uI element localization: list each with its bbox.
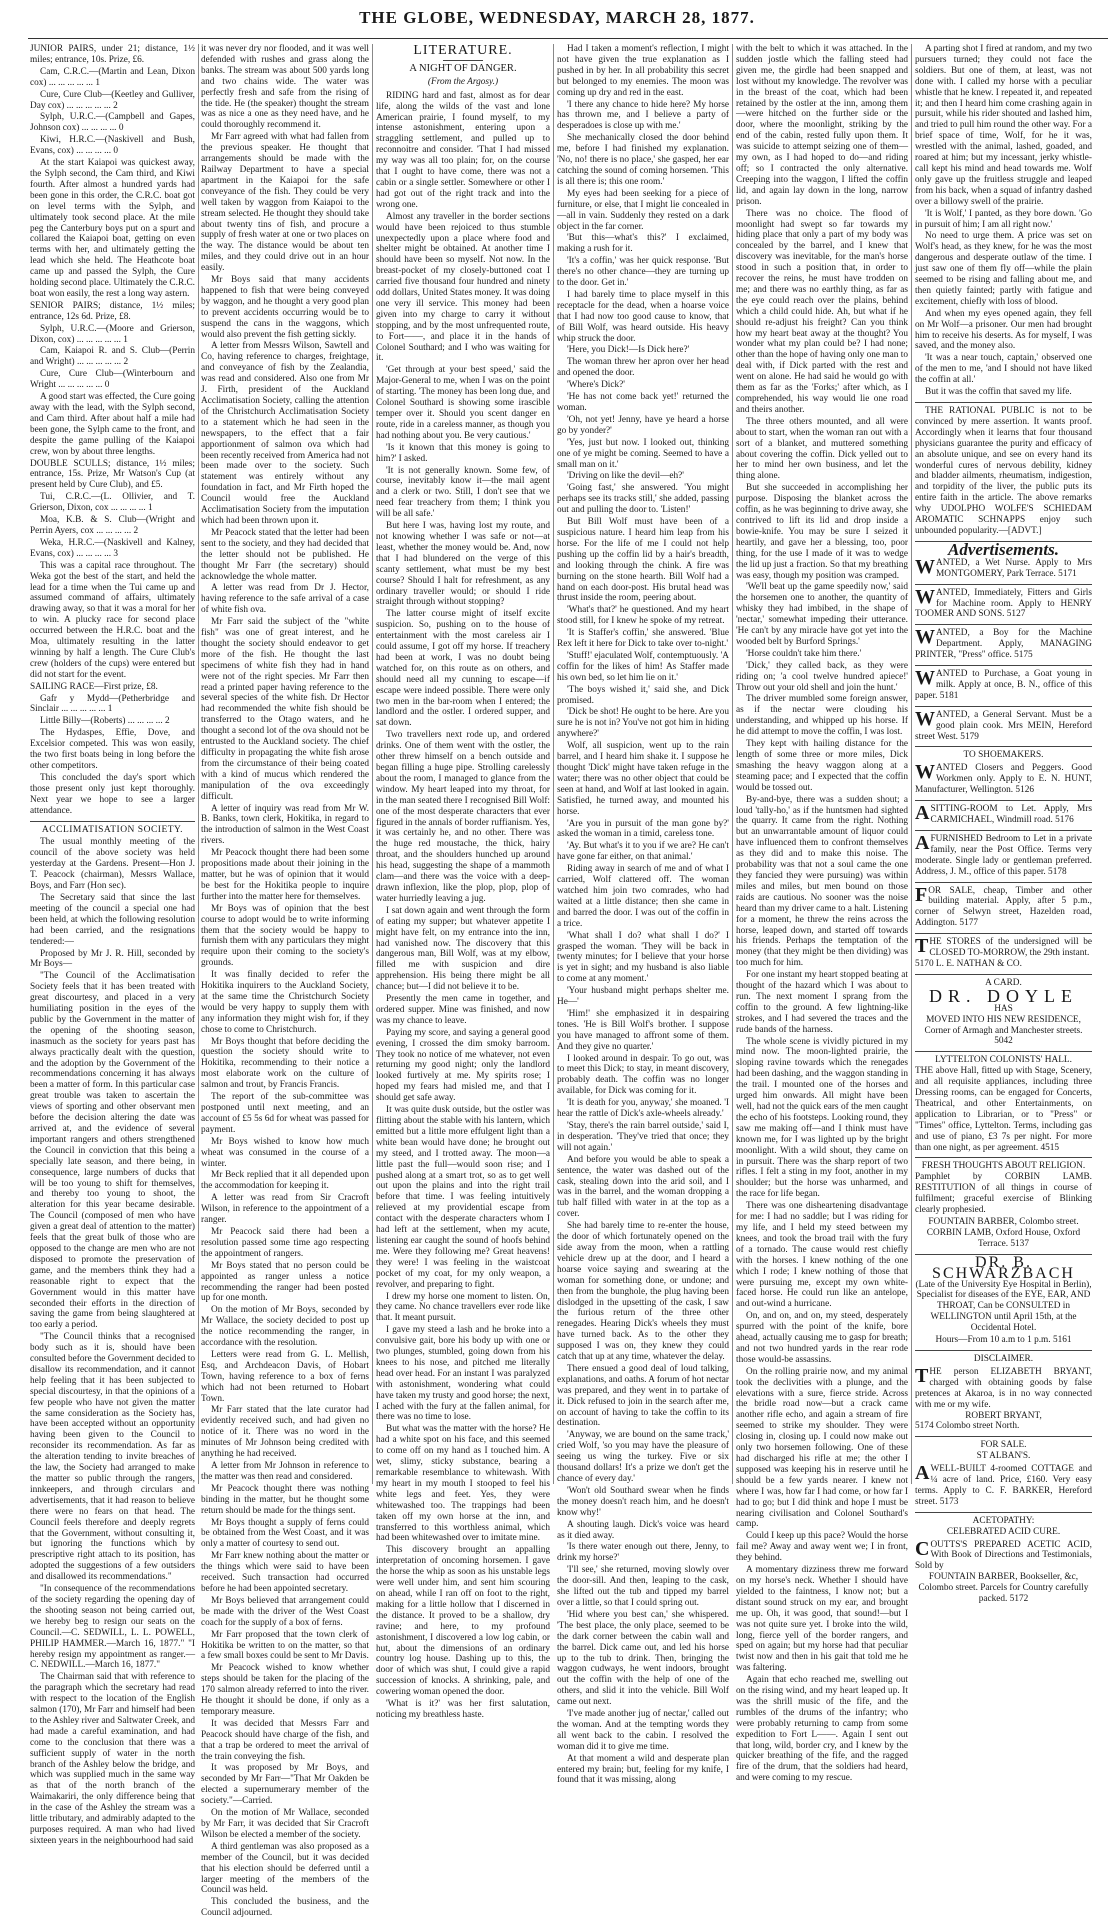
drop-cap: W xyxy=(915,585,935,608)
paragraph: By-and-bye, there was a sudden shout; a loud 'tally-ho,' as if the huntsmen had sighted the quarry. It came from the right. Nothing but an unwarrantable amount of liquor could have influenced them to confront themselves as they did and to make this noise. The probability was that not a soul came the one they fancied they were pursuing) was within miles and miles, but men bound on those raids are cautious. No sooner was the noise heard than my driver came to a halt. Listening for a moment, he threw the reins across the horse, leaped down, and started off towards his friends. Perhaps the temptation of the money (that they might be then dividing) was too much for him. xyxy=(736,794,908,969)
drop-cap: F xyxy=(915,883,928,906)
ad-signature: FOUNTAIN BARBER, Bookseller, &c, Colombo street. Parcels for Country carefully packed. 5172 xyxy=(918,1572,1089,1605)
paragraph: A third gentleman was also proposed as a member of the Council, but it was decided that his election should be deferred until a larger meeting of the members of the Council was held. xyxy=(201,1841,369,1896)
race-result: Gafr y Mydd—(Petherbridge and Sinclair ... ... ... ... ... 1 xyxy=(30,693,195,715)
ad-rule xyxy=(915,665,1092,666)
drop-cap: W xyxy=(915,707,935,730)
paragraph: There ensued a good deal of loud talking, explanations, and oaths. A forum of hot nectar was prepared, and they went in to partake of it. Dick refused to join in the search after me, on account of having to take the coffin to its destination. xyxy=(557,1363,729,1429)
ad-text: MOVED INTO HIS NEW RESIDENCE, Corner of Armagh and Manchester streets. 5042 xyxy=(924,1014,1083,1047)
paragraph: Mr Peacock said there had been a resolution passed some time ago respecting the appointment of rangers. xyxy=(201,1226,369,1259)
paragraph: 'Oh, not yet! Jenny, have ye heard a horse go by yonder?' xyxy=(557,414,729,436)
paragraph: 'Stuff!' ejaculated Wolf, contemptuously. 'A coffin for the likes of him! As Staffer made his own bed, so let him lie on it.' xyxy=(557,650,729,683)
paragraph: Could I keep up this pace? Would the horse fail me? Away and away went we; I in front, they behind. xyxy=(736,1531,908,1564)
column-4 xyxy=(557,44,729,1786)
race-result: Little Billy—(Roberts) ... ... ... ... 2 xyxy=(40,716,170,727)
paragraph: 'Going fast,' she answered. 'You might perhaps see its tracks still,' she added, passing out and pulling the door to. 'Listen!' xyxy=(557,483,729,516)
paragraph: Had I taken a moment's reflection, I might not have given the true explanation as I pushed in by her. In all probability this secret but belonged to my enemies. The moon was coming up dry and red in the east. xyxy=(557,44,729,98)
paragraph: Mr Boys thought a supply of ferns could be obtained from the West Coast, and it was only a matter of courtesy to send out. xyxy=(201,1517,369,1550)
paragraph: Mr Farr agreed with what had fallen from the previous speaker. He thought that arrangements should be made with the Railway Department to have a special apartment in the Kaiapoi for the safe conveyance of the fish. They could be very well taken by waggon from Kaiapoi to the stream selected. He thought they should take about twenty tins of fish, and procure a supply of fresh water at one or two places on the way. The distance would be about ten miles, and they could drive out in an hour easily. xyxy=(201,132,369,274)
paragraph: There was one disheartening disadvantage for me: I had no saddle; but I was riding for my life, and I held my steed between my knees, and took the broad trail with the fury of a tornado. The cause would rest chiefly with the horses. I knew nothing of the one which I rode; I knew nothing of those that were pursuing me, except my own white-faced horse. He could run like an antelope, and out-wind a hurricane. xyxy=(736,1201,908,1310)
title-rule xyxy=(443,60,483,61)
ad-text: OR SALE, cheap, Timber and other building material. Apply, after 5 p.m., corner of Selwyn street, Hazelden road, Addington. 5177 xyxy=(915,885,1092,929)
paragraph: The latter course might of itself excite suspicion. So, pushing on to the house of entertainment with the most careless air I could assume, I got off my horse. If treachery had been at work, I was no doubt being watched for, on this route as on others, and should need all my cunning to escape—if escape were indeed possible. There were only two men in the bar-room when I entered; the landlord and the ostler. I ordered supper, and sat down. xyxy=(376,609,550,729)
ad-text: ANTED to Purchase, a Goat young in milk. Apply at once, B. N., office of this paper. 5181 xyxy=(915,669,1092,701)
ad-heading: ST ALBAN'S. xyxy=(976,1451,1031,1462)
paragraph: The whole scene is vividly pictured in my mind now. The moon-lighted prairie, the sloping ravine towards which the renegades had been dashing, and the waggon standing in the trail. I mounted one of the horses and urged him onwards. All might have been well, had not the quick ears of the men caught the echo of his footsteps. Looking round, they saw me making off—and I think must have known me, for I was lighted up by the bright moonlight. With a wild shout, they came on in pursuit. There was the sharp report of two rifles. I felt a sting in my foot, another in my shoulder; but the horse was unharmed, and the race for life began. xyxy=(736,1036,908,1200)
ad-rule xyxy=(915,830,1092,831)
paragraph: 'Hid where you best can,' she whispered. 'The best place, the only place, seemed to be the dark corner between the cabin wall and the barrel. Dick came out, and led his horse up to the tub to drink. Then, bringing the waggon cudways, he went indoors, brought out the coffin with the help of one of the others, and slid it into the vehicle. Bill Wolf came out next. xyxy=(557,1609,729,1708)
classified-ad xyxy=(915,1364,1092,1432)
paragraph: My eyes had been seeking for a piece of furniture, or else, that I might lie concealed in—all in vain. Suddenly they rested on a dark object in the far corner. xyxy=(557,188,729,232)
ad-text: Pamphlet by CORBIN LAMB. RESTITUTION of all things in course of fulfilment; graceful exercise of Blinking clearly prophesied. xyxy=(915,1172,1092,1216)
paragraph: I gave my steed a lash and he broke into a convulsive gait, bore his body up with one or two plunges, stumbled, going down from his knees to his nose, and pitched me literally head over head. For an instant I was paralyzed with astonishment, wondering what could have taken my trusty and good horse; the next, I ached with the fury at the fallen animal, for there was no time to lose. xyxy=(376,1325,550,1423)
paragraph: It was quite dusk outside, but the ostler was flitting about the stable with his lantern, which emitted but a little more effulgent light than a white bean would have done; he brought out my steed, and I trotted away. The moon—a little past the full—would soon rise; and I pushed along at a smart trot, so as to get well out upon the plains and into the right trail before that time. I was feeling intuitively relieved at my providential escape from contact with the desperate characters whom I had left at the settlement, when my acute, listening ear caught the sound of hoofs behind me. Were they following me? Great heavens! they were! I was feeling in the waistcoat pocket of my coat, for my only weapon, a revolver, and preparing to fight. xyxy=(376,1105,550,1290)
paragraph: On the motion of Mr Wallace, seconded by Mr Farr, it was decided that Sir Cracroft Wilson be elected a member of the society. xyxy=(201,1808,369,1840)
paragraph: 'It was a near touch, captain,' observed one of the men to me, 'and I should not have liked the coffin at all.' xyxy=(915,353,1092,386)
paragraph: 'Get through at your best speed,' said the Major-General to me, when I was on the point of starting. 'The money has been long due, and Colonel Southard is showing some irascible temper over it. Should you scent danger en route, ride in a careless manner, as though you had nothing about you. Be very cautious.' xyxy=(376,365,550,441)
paragraph: 'What shall I do? what shall I do?' I grasped the woman. 'They will be back in twenty minutes; for I believe that your horse is yet in sight; and my husband is also liable to come at any moment.' xyxy=(557,930,729,985)
paragraph: The Hydaspes, Effie, Dove, and Excelsior competed. This was won easily, the two first boats being in long before the other competitors. xyxy=(30,728,195,771)
paragraph: There was no choice. The flood of moonlight had swept so far towards my hiding place that only a part of my body was concealed by the barrel, and I knew that discovery was inevitable, for the man's horse stood in such a position that, in order to recover the reins, he must have trodden on me; and there was no earthly thing, as far as the eye could reach over the plains, behind which a child could hide. Ah, but what if he should re-adjust his freight? Can you think how my heart beat away at the thought? You wonder what my plan could be? I had none; other than the hope of having only one man to deal with, if Dick parted with the rest and went on alone. He had said he would go with them as far as the 'Forks;' after which, as I comprehended, his way would lie one road and theirs another. xyxy=(736,208,908,415)
ad-rule xyxy=(915,584,1092,585)
ad-signature: 5170 L. E. NATHAN & CO. xyxy=(915,958,1022,969)
paragraph: A letter was read from Dr J. Hector, having reference to the safe arrival of a case of white fish ova. xyxy=(201,583,369,616)
column-divider xyxy=(553,44,554,1484)
ad-heading: DISCLAIMER. xyxy=(973,1353,1034,1364)
paragraph: Letters were read from G. L. Mellish, Esq, and Archdeacon Davis, of Hobart Town, having reference to a box of ferns which had not been returned to Hobart Town. xyxy=(201,1349,369,1404)
drop-cap: C xyxy=(915,1537,930,1560)
paragraph: Again that echo reached me, swelling out on the rising wind, and my heart leaped up. It was the shrill music of the fife, and the rumbles of the drums of the infantry; who were probably returning to camp from some expedition to Fort L——. Again I sent out that long, wild, border cry, and I knew by the quicker breathing of the fife, and the ragged fire of the drum, that the soldiers had heard, and were coming to my rescue. xyxy=(736,1675,908,1784)
paragraph: "The Council thinks that a recognised body such as it is, should have been consulted before the Government decided to disallow its recommendation, and it cannot help feeling that it has been subjected to special discourtesy, in that the opinions of a few people who have not given the matter the same consideration as the Society has, have been accepted without an opportunity having been given to the Council to reconsider its recommendation. As far as the alteration tending to invite breaches of the law, the Society had arranged to make the matter so public through the rangers, innkeepers, and through circulars and advertisements, that it had reason to believe there were no fears on that head. The Council feels therefore and deeply regrets that the Government, without consulting it, but ignoring the functions which by prescriptive right attach to its position, has adopted the suggestions of a few outsiders and disallowed its recommendations." xyxy=(30,1332,195,1583)
paragraph: Mr Farr proposed that the town clerk of Hokitika be written to on the matter, so that a few small boxes could be sent to Mr Davis. xyxy=(201,1629,369,1662)
drop-cap: W xyxy=(915,626,935,649)
column-divider xyxy=(732,44,733,1484)
paragraph: 'Dick,' they called back, as they were riding on; 'a cool twelve hundred apiece!' Throw out your old shell and join the hunt.' xyxy=(736,660,908,693)
ad-heading: ACETOPATHY: xyxy=(972,1515,1035,1526)
paragraph: This was a capital race throughout. The Weka got the best of the start, and held the lead for a time when the Tui came up and assumed command of affairs, ultimately drawing away, so that it was a moral for her to win. A plucky race for second place occurred between the H.R.C. boat and the Moa, ultimately resulting in the latter winning by half a length. The Cure Club's crew (holders of the cups) were entered but did not start for the event. xyxy=(30,560,195,680)
paragraph: A letter from Messrs Wilson, Sawtell and Co, having reference to charges, freightage, and conveyance of fish by the Zealandia, was read and considered. Also one from Mr J. Firth, president of the Auckland Acclimatisation Society, calling the attention of the Christchurch Acclimatisation Society to a statement which he had seen in the newspapers, to the effect that a fair apportionment of salmon ova which had been recently received from America had not been made over to the society. Such statement was entirely without any foundation in fact, and Mr Firth hoped the Council would free the Auckland Acclimatisation Society from the imputation which had been thrown upon it. xyxy=(201,341,369,526)
paragraph: Paying my score, and saying a general good evening, I crossed the dim smoky barroom. They took no notice of me whatever, not even returning my good night; only the landlord looked furtively at me. My spirits rose; I hoped my fears had misled me, and that I should get safe away. xyxy=(376,1027,550,1104)
paragraph: 'Is there water enough out there, Jenny, to drink my horse?' xyxy=(557,1542,729,1564)
classified-ad xyxy=(915,937,1092,970)
ad-heading: A CARD. xyxy=(985,977,1022,988)
paragraph: Mr Boys stated that no person could be appointed as ranger unless a notice recommending the ranger had been posted up for one month. xyxy=(201,1260,369,1304)
paragraph: Proposed by Mr J. R. Hill, seconded by Mr Boys— xyxy=(30,948,195,970)
paragraph: 'Won't old Southard swear when he finds the money doesn't reach him, and he doesn't know why!' xyxy=(557,1485,729,1518)
paragraph: She mechanically closed the door behind me, before I had finished my explanation. 'No, no! there is no place,' she gasped, her ear catching the sound of coming horsemen. 'This is all there is; this one room.' xyxy=(557,133,729,187)
section-rule xyxy=(915,402,1092,403)
paragraph: A parting shot I fired at random, and my two pursuers turned; they could not face the soldiers. But one of them, at least, was not done with. I called my horse with a peculiar whistle that he knew. I repeated it, and repeated it; and then I heard him come crashing again in pursuit, while his rider shouted and lashed him, and tried to pull him round the other way. For a brief space of time, Wolf, for he it was, wrestled with the animal, lashed, goaded, and roared at him; but my incessant, jerky whistle-call kept his mind and head towards me. Wolf only gave up the fruitless struggle and leaped from his back, when a squad of infantry dashed over a billowy swell of the prairie. xyxy=(915,44,1092,207)
paragraph: 'Is it known that this money is going to him?' I asked. xyxy=(376,442,550,464)
paragraph: At the start Kaiapoi was quickest away, the Sylph second, the Cam third, and Kiwi fourth. After almost a hundred yards had been gone in this order, the C.R.C. boat got on level terms with the Sylph, and ultimately took second place. At the mile peg the Canterbury boys put on a spurt and collared the Kaiapoi boat, getting on even terms with her, and ultimately getting the lead which she held. The Heathcote boat came up and passed the Sylph, the Cure holding second place. Ultimately the C.R.C. boat won easily, the rest a long way astern. xyxy=(30,158,195,299)
ad-text: ANTED, Immediately, Fitters and Girls for Machine room. Apply to HENRY TOOMER AND SONS. 5127 xyxy=(915,587,1092,620)
section-heading: ACCLIMATISATION SOCIETY. xyxy=(41,824,184,835)
ad-rule xyxy=(915,1350,1092,1351)
paragraph: 'What's that?' he questioned. And my heart stood still, for I knew he spoke of my retreat. xyxy=(557,605,729,627)
paragraph: It was finally decided to refer the Hokitika inquirers to the Auckland Society, at the same time the Christchurch Society would be very happy to supply them with any information they might wish for, if they chose to come to Christchurch. xyxy=(201,970,369,1035)
paragraph: But she succeeded in accomplishing her purpose. Disposing the blanket across the coffin, as he was beginning to drive away, she contrived to lift its lid and drop inside a bowie-knife. You may be sure I seized it heartily, and gave her a blessing, too, poor thing, for the use I made of it was to wedge the lid up just a fraction. So that my breathing was easy, though my position was cramped. xyxy=(736,483,908,581)
classified-ad xyxy=(915,883,1092,930)
ad-rule xyxy=(915,1512,1092,1513)
paragraph: 'Are you in pursuit of the man gone by?' asked the woman in a timid, careless tone. xyxy=(557,818,729,840)
paragraph: No need to urge them. A price was set on Wolf's head, as they knew, for he was the most dangerous and desperate outlaw of the time. I just saw one of them fly off—while the plain seemed to be rising and falling about me, and then quietly fainted; partly with fatigue and excitement, chiefly with loss of blood. xyxy=(915,231,1092,307)
classified-ad xyxy=(915,831,1092,878)
paragraph: But here I was, having lost my route, and not knowing whether I was safe or not—at least, whether the money would be. And, now that I had blundered on the verge of this scanty settlement, what must be my best course? Should I halt for refreshment, as any ordinary traveller would; or should I ride straight through without stopping? xyxy=(376,521,550,608)
paragraph: They kept with hailing distance for the length of some three or more miles, Dick smashing the heavy waggon along at a steaming pace; and I expected that the coffin would be tossed out. xyxy=(736,739,908,793)
ad-text: (Late of the University Eye Hospital in Berlin), Specialist for diseases of the EYE, EAR, AND THROAT, Can be CONSULTED in WELLINGTON until April 15th, at the Occidental Hotel. xyxy=(915,1279,1092,1334)
story-source: (From the Argosy.) xyxy=(427,76,499,87)
paragraph: it was never dry nor flooded, and it was well defended with rushes and grass along the banks. The stream was about 500 yards long and two chains wide. The water was perfectly fresh and safe from the rising of the tide. He (the speaker) thought the stream was as nice a one as they need have, and he could thoroughly recommend it. xyxy=(201,44,369,131)
drop-cap: W xyxy=(915,555,935,578)
paragraph: with the belt to which it was attached. In the sudden jostle which the falling steed had given me, the girdle had been snapped and lost without my knowledge. The revolver was in the breast of the coat, which had been retained by the ostler at the inn, among them—were hitched on the further side or the door, where the moonlight, striking by the end of the cabin, rested fully upon them. It was suicide to attempt seizing one of them—my own, as I had hoped to do—and riding off; so I contracted the only alternative. Creeping into the waggon, I lifted the coffin lid, and again lay down in the long, narrow prison. xyxy=(736,44,908,207)
paragraph: Wolf, all suspicion, went up to the rain barrel, and I heard him shake it. I suppose he thought 'Dick' might have taken refuge in the water; there was no other object that could be seen at hand, and Wolf at last looked in again. Satisfied, he turned away, and mounted his horse. xyxy=(557,741,729,817)
paragraph: Presently the men came in together, and ordered supper. Mine was finished, and now was my chance to leave. xyxy=(376,994,550,1026)
paragraph: At that moment a wild and desperate plan entered my brain; but, feeling for my knife, I found that it was missing, along xyxy=(557,1753,729,1786)
ad-rule xyxy=(915,1051,1092,1052)
classified-ad xyxy=(915,763,1092,796)
ad-text: ANTED, a Boy for the Machine Department. Apply, MANAGING PRINTER, "Press" office. 5175 xyxy=(915,628,1092,661)
paragraph: 'Horse couldn't take him there.' xyxy=(746,648,862,659)
paragraph: Mr Peacock wished to know whether steps should be taken for the placing of the 170 salmon already referred to into the river. He thought it should be done, if only as a temporary measure. xyxy=(201,1663,369,1717)
paragraph: The usual monthly meeting of the council of the above society was held yesterday at the Gardens. Present—Hon J. T. Peacock (chairman), Messrs Wallace, Boys, and Farr (Hon sec). xyxy=(30,837,195,892)
race-result: Sylph, U.R.C.—(Campbell and Gapes, Johnson cox) ... ... ... ... 0 xyxy=(30,112,195,134)
ad-text: CORBIN LAMB, Oxford House, Oxford Terrace. 5137 xyxy=(926,1227,1081,1249)
ad-text: OUTTS'S PREPARED ACETIC ACID, With Book of Directions and Testimonials, Sold by xyxy=(915,1539,1092,1572)
column-1 xyxy=(30,44,195,1846)
story-title: A NIGHT OF DANGER. xyxy=(409,62,517,74)
paragraph: Mr Farr knew nothing about the matter or the things which were said to have been received. Such transaction had occurred before he had been appointed secretary. xyxy=(201,1551,369,1594)
column-6 xyxy=(915,44,1092,1605)
race-result: Cure, Cure Club—(Keetley and Gulliver, Day cox) ... ... ... ... ... 2 xyxy=(30,89,195,111)
ad-text: THE above Hall, fitted up with Stage, Scenery, and all requisite appliances, including three Dressing rooms, can be engaged for Concerts, Theatrical, and other Entertainments, on application to Librarian, or to "Press" or "Times" office, Lyttelton. Terms, including gas and use of piano, £3 7s per night. For more than one night, as per agreement. 4515 xyxy=(915,1066,1092,1153)
ad-heading: TO SHOEMAKERS. xyxy=(963,750,1044,761)
race-result: Sylph, U.R.C.—(Moore and Grierson, Dixon, cox) ... ... ... ... ... 1 xyxy=(30,323,195,345)
paragraph: Mr Boys believed that arrangement could be made with the driver of the West Coast coach for the supply of a box of ferns. xyxy=(201,1595,369,1628)
paragraph: On the rolling prairie now, and my animal took the declivities with a plunge, and the elevations with a sure, fierce stride. Across the bridle road now—but a crack came another rifle echo, and again a stream of fire seemed to strike my shoulder. They were closing in, closing up. I could now make out only two horsemen following. One of these had discharged his rifle at me; the other I supposed was keeping his in reserve until he should be a few yards nearer. I knew not where I was, how far I had come, or how far I had to go; but I did think and hope I must be nearing civilisation and Colonel Southard's camp. xyxy=(736,1366,908,1530)
drop-cap: W xyxy=(915,761,935,784)
paragraph: Mr Farr stated that the late curator had evidently received such, and had given no notice of it. There was no word in the minutes of Mr Johnson being credited with anything he had received. xyxy=(201,1405,369,1460)
paragraph: 'I there any chance to hide here? My horse has thrown me, and I believe a party of desperadoes is close up with me.' xyxy=(557,99,729,132)
paragraph: 'It is death for you, anyway,' she moaned. 'I hear the rattle of Dick's axle-wheels already.' xyxy=(557,1098,729,1120)
paragraph: And before you would be able to speak a sentence, the water was dashed out of the cask, stealing down into the arid soil, and I was in the barrel, and the woman dropping a tub half filled with water in at the top as a cover. xyxy=(557,1154,729,1220)
paragraph: 'We'll beat up the game speedily now,' said the horsemen one to another, the quantity of whisky they had imbibed, in the shape of 'nectar,' somewhat impeding their utterance. 'He can't by any miracle have got yet into the wooded belt by Burford Springs.' xyxy=(736,582,908,647)
masthead-rule xyxy=(28,38,1108,39)
drop-cap: A xyxy=(915,802,930,825)
paragraph: This concluded the business, and the Council adjourned. xyxy=(201,1897,369,1919)
section-rule xyxy=(30,821,195,822)
ad-display-name: DR. B. SCHWARZBACH xyxy=(932,1253,1075,1282)
ad-text: Hours—From 10 a.m to 1 p.m. 5161 xyxy=(935,1335,1072,1346)
paragraph: But Bill Wolf must have been of a suspicious nature. I heard him leap from his horse. For the life of me I could not help pushing up the coffin lid by a hair's breadth, and looking through the chink. A fire was burning on the stone hearth. Bill Wolf had a hand on each door-post. His brutal head was thrust inside the room, peering about. xyxy=(557,517,729,604)
paragraph: 'Dick be shot! He ought to be here. Are you sure he is not in? You've not got him in hiding anywhere?' xyxy=(557,707,729,740)
ad-heading: FRESH THOUGHTS ABOUT RELIGION. xyxy=(921,1161,1086,1172)
classified-ad xyxy=(915,585,1092,621)
ad-signature: 5174 Colombo street North. xyxy=(915,1421,1020,1432)
paragraph: The Chairman said that with reference to the paragraph which the secretary had read with respect to the location of the English salmon (170), Mr Farr and himself had been to the Ashley river and Saltwater Creek, and had made a careful examination, and had come to the conclusion that there was a sufficient supply of water in the north branch of the Ashley below the bridge, and which was supplied much in the same way as that of the north branch of the Waimakariri, the only difference being that in the case of the Ashley the stream was a little tributary, and admirably adapted to the purposes required. A man who had lived sixteen years in the neighbourhood had said xyxy=(30,1672,195,1846)
paragraph: 'Anyway, we are bound on the same track,' cried Wolf, 'so you may have the pleasure of seeing us wing the turkey. Five or six thousand dollars! It's a prize we don't get the chance of every day.' xyxy=(557,1430,729,1484)
paragraph: 'I've made another jug of nectar,' called out the woman. And at the tempting words they all went back to the cabin. I resolved the woman did it to give me time. xyxy=(557,1709,729,1752)
column-2 xyxy=(201,44,369,1919)
paragraph: And when my eyes opened again, they fell on Mr Wolf—a prisoner. Our men had brought him to receive his deserts. As for myself, I was saved, and the money also. xyxy=(915,308,1092,352)
paragraph: 'Where's Dick?' xyxy=(567,380,625,391)
paragraph: 'It is Wolf,' I panted, as they bore down. 'Go in pursuit of him; I am all right now.' xyxy=(915,208,1092,230)
paragraph: I had barely time to place myself in this receptacle for the dead, when a hoarse voice that I had now too good cause to know, that of Bill Wolf, was heard outside. His heavy whip struck the door. xyxy=(557,289,729,344)
race-heading: JUNIOR PAIRS, under 21; distance, 1½ miles; entrance, 10s. Prize, £6. xyxy=(30,44,195,65)
classified-ad xyxy=(915,1537,1092,1605)
ad-text: HE STORES of the undersigned will be CLOSED TO-MORROW, the 29th instant. xyxy=(929,937,1092,959)
paragraph: I drew my horse one moment to listen. On, they came. No chance travellers ever rode like that. It meant pursuit. xyxy=(376,1291,550,1324)
paragraph: The driver mumbled some foreign answer, as if the nectar were clouding his understanding, and whipped up his horse. If he did attempt to move the coffin, I was lost. xyxy=(736,694,908,738)
paragraph: On, and on, and on, my steed, desperately spurred with the point of the knife, bore ahead, actually causing me to gasp for breath; and not two hundred yards in the rear rode those would-be assassins. xyxy=(736,1311,908,1365)
paragraph: Mr Boys said that many accidents happened to fish that were being conveyed by waggon, and he thought a very good plan to prevent accidents occurring would be to suspend the cans in the waggons, which would also prevent the fish getting sickly. xyxy=(201,275,369,340)
classified-ad xyxy=(915,707,1092,743)
paragraph: 'It is not generally known. Some few, of course, inevitably know it—the mail agent and a clerk or two. Still, I don't see that we need fear treachery from them; I think you will be all safe.' xyxy=(376,465,550,520)
paragraph: Mr Beck replied that it all depended upon the accommodation for keeping it. xyxy=(201,1170,369,1192)
paragraph: This concluded the day's sport which those present only just kept thoroughly. Next year we hope to see a larger attendance. xyxy=(30,772,195,816)
paragraph: She had barely time to re-enter the house, the door of which fortunately opened on the side away from the moon, when a rattling vehicle drew up at the door, and I heard a hoarse voice saying and swearing at the woman for something done, or undone; and then from the bunghole, the plug having been dislodged in the upsetting of the cask, I saw the furious return of the three other renegades. Hearing Dick's wheels they must have turned back. As to the other they supposed I was on, they knew they could catch that up at any time, whatever the delay. xyxy=(557,1221,729,1363)
drop-cap: A xyxy=(915,831,930,854)
newspaper-title: THE GLOBE, WEDNESDAY, MARCH 28, 1877. xyxy=(359,8,755,27)
race-result: Cam, C.R.C.—(Martin and Lean, Dixon cox) ... ... ... ... ... 1 xyxy=(30,66,195,88)
race-result: Kiwi, H.R.C.—(Naskivell and Bush, Evans, cox) ... ... ... ... 0 xyxy=(30,135,195,157)
column-3 xyxy=(376,43,550,1720)
ad-rule xyxy=(915,624,1092,625)
paragraph: 'Ay. But what's it to you if we are? He can't have gone far either, on that animal.' xyxy=(557,841,729,863)
paragraph: 'Here, you Dick!—Is Dick here?' xyxy=(567,345,690,356)
classified-ad xyxy=(915,804,1092,826)
drop-cap: T xyxy=(915,935,929,958)
paragraph: 'Driving on like the devil—eh?' xyxy=(567,471,684,482)
ad-heading: LYTTELTON COLONISTS' HALL. xyxy=(935,1055,1072,1066)
paragraph: Mr Peacock stated that the letter had been sent to the society, and they had decided that the letter should not be published. He thought Mr Farr (the secretary) should acknowledge the whole matter. xyxy=(201,527,369,582)
paragraph: 'The boys wished it,' said she, and Dick promised. xyxy=(557,684,729,706)
ad-text: HAS xyxy=(994,1003,1013,1014)
paragraph: For one instant my heart stopped beating at thought of the hazard which I was about to run. The next moment I sprang from the coffin to the ground. A few lightning-like strokes, and I had severed the traces and the rude bands of the harness. xyxy=(736,970,908,1035)
paragraph: Mr Peacock thought there was nothing binding in the matter, but he thought some return should be made for the things sent. xyxy=(201,1483,369,1516)
drop-cap: T xyxy=(915,1364,929,1387)
paragraph: This discovery brought an appalling interpretation of oncoming horsemen. I gave the horse the whip as soon as his unstable legs were well under him, and sent him scouring on ahead, while I ran off on foot to the right, making for a little hollow that I discerned in the distance. It proved to be a shallow, dry ravine; and here, to my profound astonishment, I discovered a low log cabin, or hut, about the dimensions of an ordinary country log house. Dashing up to this, the door of which was shut, I could give a rapid succession of knocks. A shrinking, pale, and cowering woman opened the door. xyxy=(376,1545,550,1698)
paragraph: A momentary dizziness threw me forward on my horse's neck. Whether I should have yielded to the faintness, I know not; but a distant sound struck on my ear, and brought me up. Oh, it was good, that sound!—but I was not quite sure yet. I broke into the wild, long, fierce yell of the border rangers, and sped on again; but my horse had that peculiar twist now and then in his gait that told me he was faltering. xyxy=(736,1565,908,1674)
race-heading: SAILING RACE—First prize, £8. xyxy=(30,681,158,692)
ad-heading: CELEBRATED ACID CURE. xyxy=(946,1526,1061,1537)
race-heading: SENIOR PAIRS; distance, 1½ miles; entrance, 12s 6d. Prize, £8. xyxy=(30,300,195,322)
paragraph: 'Him!' she emphasized it in despairing tones. 'He is Bill Wolf's brother. I suppose you have managed to affront some of them. And they give no quarter.' xyxy=(557,1008,729,1052)
paragraph: The woman threw her apron over her head and opened the door. xyxy=(557,357,729,379)
paragraph: The report of the sub-committee was postponed until next meeting, and an account of £5 5s 6d for wheat was passed for payment. xyxy=(201,1092,369,1135)
paragraph: Mr Boys was of opinion that the best course to adopt would be to write informing them that the society would be happy to furnish them with any particulars they might require upon their coming to the society's grounds. xyxy=(201,903,369,969)
ad-text: HE person ELIZABETH BRYANT, charged with obtaining goods by false pretences at Akaroa, is in no way connected with me or my wife. xyxy=(915,1366,1092,1410)
ad-rule xyxy=(915,706,1092,707)
paragraph: 'He has not come back yet!' returned the woman. xyxy=(557,392,729,413)
paragraph: Mr Peacock thought there had been some propositions made about their joining in the matter, but he was of opinion that it would be best for the Hokitika people to inquire further into the matter here for themselves. xyxy=(201,848,369,902)
paragraph: Riding away in search of me and of what I carried, Wolf clattered off. The woman watched him join two comrades, who had waited at a little distance; then she came in and barred the door. I was out of the coffin in a trice. xyxy=(557,864,729,929)
paragraph: It was decided that Messrs Farr and Peacock should have charge of the fish, and that a trap be ordered to meet the arrival of the train conveying the fish. xyxy=(201,1718,369,1762)
race-heading: DOUBLE SCULLS; distance, 1½ miles; entrance, 15s. Prize, Mr Watson's Cup (at present held by Cure Club), and £5. xyxy=(30,458,195,491)
paragraph: RIDING hard and fast, almost as for dear life, along the wilds of the vast and lone American prairie, I found myself, to my intense astonishment, entering upon a straggling settlement, and pulled up to reconnoitre and consider. 'That I had missed my way was all too plain; for, on the course that I ought to have come, there was not a cabin or a single settler. Somewhere or other I had got out of the right track and into the wrong one. xyxy=(376,90,550,210)
ad-text: SITTING-ROOM to Let. Apply, Mrs CARMICHAEL, Windmill road. 5176 xyxy=(930,804,1092,825)
advertorial: THE RATIONAL PUBLIC is not to be convinced by mere assertion. It wants proof. Accordingly when it learns that four thousand physicians guarantee the purity and efficacy of an absolute unique, and see on every hand its wonderful cures of nervous debility, kidney and bladder ailments, rheumatism, indigestion, and torpidity of the liver, the public puts its entire faith in the article. The above remarks why UDOLPHO WOLFE'S SCHIEDAM AROMATIC SCHNAPPS enjoy such unbounded popularity.—[ADVT.] xyxy=(915,406,1092,536)
paragraph: A good start was effected, the Cure going away with the lead, with the Sylph second, and Cam third. After about half a mile had been gone, the Sylph came to the front, and despite the game pulling of the Kaiapoi crew, won by about three lengths. xyxy=(30,392,195,457)
race-result: Cam, Kaiapoi R. and S. Club—(Perrin and Wright) ... ... ... ... ... 2 xyxy=(30,346,195,368)
paragraph: Two travellers next rode up, and ordered drinks. One of them went with the ostler, the other threw himself on a bench outside and began filling a huge pipe. Strolling carelessly about the room, I managed to glance from the window. My heart leaped into my throat, for in the man seated there I recognised Bill Wolf: one of the most desperate characters that ever figured in the annals of border ruffianism. Yes, it was certainly he, and no other. There was the huge red moustache, the thick, hairy throat, and the shoulders hunched up around his head, suggesting the shape of a mammoth clam—and there was the voice with a deep-drawn inflexion, like the plop, plop, plop of water hurriedly leaving a jug. xyxy=(376,730,550,904)
ad-rule xyxy=(915,882,1092,883)
ad-rule xyxy=(915,746,1092,747)
paragraph: A letter from Mr Johnson in reference to the matter was then read and considered. xyxy=(201,1461,369,1482)
paragraph: 'But this—what's this?' I exclaimed, making a rush for it. xyxy=(557,233,729,255)
paragraph: I looked around in despair. To go out, was to meet this Dick; to stay, in meant discovery, probably death. The coffin was no longer available, for Dick was coming for it. xyxy=(557,1053,729,1097)
ad-text: FOUNTAIN BARBER, Colombo street. xyxy=(928,1217,1079,1227)
paragraph: "The Council of the Acclimatisation Society feels that it has been treated with great discourtesy, and placed in a very humiliating position in the eyes of the public by the Government in the matter of the opening of the shooting season, inasmuch as the society for years past has always practically dealt with the question, and the adoption by the Government of the recommendations concerning it has always been a matter of form. In this particular case great trouble was taken to ascertain the views of sporting and other observant men before the decision altering the date was arrived at, and the evidence of several important rangers and others strengthened the Council in conviction that this being a specially late season, and there being, in consequence, large numbers of ducks that will be too young to shift for themselves, and thereby too young to shoot, the alteration for this year became desirable. The Council (composed of men who have given a great deal of attention to the matter) feels that the great bulk of those who are opposed to the change are men who are not disposed to promote the preservation of game, and the members think they had a reasonable right to expect that the Government would in this matter have seconded their efforts in the direction of saving the game from being slaughtered at too early a period. xyxy=(30,971,195,1331)
ad-text: WELL-BUILT 4-roomed COTTAGE and ¼ acre of land. Price, £160. Very easy terms. Apply to C. F. BARKER, Hereford street. 5173 xyxy=(915,1464,1092,1507)
paragraph: It was proposed by Mr Boys, and seconded by Mr Farr—"That Mr Oakden be elected a supernumerary member of the society."—Carried. xyxy=(201,1763,369,1807)
paragraph: The three others mounted, and all were about to start, when the woman ran out with a sort of a blanket, and muttered something about covering the coffin. Dick yelled out to her to mind her own business, and let the thing alone. xyxy=(736,416,908,482)
ad-text: ANTED, a General Servant. Must be a good plain cook. Mrs MEIN, Hereford street West. 5179 xyxy=(915,709,1092,742)
classified-ad xyxy=(915,628,1092,661)
race-result: Cure, Cure Club—(Winterbourn and Wright ... ... ... ... ... 0 xyxy=(30,369,195,391)
ad-text: ANTED Closers and Peggers. Good Workmen only. Apply to E. N. HUNT, Manufacturer, Wellington. 5126 xyxy=(915,763,1092,796)
column-divider xyxy=(198,44,199,1484)
paragraph: But what was the matter with the horse? He had a white spot on his face, and this seemed to come off on my hand as I touched him. A wet, slimy, sticky substance, bearing a remarkable resemblance to whitewash. With my heart in my mouth I stooped to feel his white legs and feet. Yes, they were whitewashed too. The trappings had been taken off my own horse at the inn, and transferred to this worthless animal, which had been whitewashed over to imitate mine. xyxy=(376,1424,550,1544)
classified-ad xyxy=(915,1464,1092,1508)
paragraph: I sat down again and went through the form of eating my supper; but whatever appetite I might have felt, on my entrance into the inn, had vanished now. The discovery that this dangerous man, Bill Wolf, was at my elbow, filled me with suspicion and dire apprehension. His being there might be all chance; but—I did not believe it to be. xyxy=(376,905,550,993)
paragraph: "In consequence of the recommendations of the society regarding the opening day of the shooting season not being carried out, we hereby beg to resign our seats on the Council.—C. SEDWILL, L. L. POWELL, PHILIP HAMMER.—March 16, 1877." "I hereby resign my appointment as ranger.—C. NEDWILL.—March 16, 1877." xyxy=(30,1584,195,1671)
paragraph: 'It is Staffer's coffin,' she answered. 'Blue Rex left it here for Dick to take over to-night.' xyxy=(557,628,729,650)
ad-heading: FOR SALE. xyxy=(980,1440,1027,1451)
ad-display-name: DR. DOYLE xyxy=(929,985,1078,1006)
paragraph: 'Stay, there's the rain barrel outside,' said I, in desperation. 'They've tried that once; they will not again.' xyxy=(557,1121,729,1153)
drop-cap: A xyxy=(915,1462,930,1485)
race-result: Tui, C.R.C.—(L. Ollivier, and T. Grierson, Dixon, cox ... ... ... ... 1 xyxy=(30,492,195,514)
race-result: Moa, K.B. & S. Club—(Wright and Perrin Ayers, cox ... ... ... ... 2 xyxy=(30,515,195,536)
ad-rule xyxy=(915,1436,1092,1437)
paragraph: 'I'll see,' she returned, moving slowly over the door-sill. And then, leaping to the cask, she lifted out the tub and tipped my barrel over a little, so that I could spring out. xyxy=(557,1565,729,1608)
ad-rule xyxy=(915,800,1092,801)
column-5 xyxy=(736,44,908,1784)
classified-ad xyxy=(915,669,1092,702)
column-divider xyxy=(372,44,373,1484)
drop-cap: W xyxy=(915,667,935,690)
section-title: LITERATURE. xyxy=(413,43,513,58)
ad-text: FURNISHED Bedroom to Let in a private family, near the Post Office. Terms very moderate. Single lady or gentleman preferred. Address, J. M., office of this paper. 5178 xyxy=(915,833,1092,877)
paragraph: A letter was read from Sir Cracroft Wilson, in reference to the appointment of a ranger. xyxy=(201,1193,369,1226)
paragraph: 'Yes, just but now. I looked out, thinking one of ye might be coming. Seemed to have a small man on it.' xyxy=(557,437,729,470)
ad-rule xyxy=(915,974,1092,975)
paragraph: 'What is it?' was her first salutation, noticing my breathless haste. xyxy=(376,1699,550,1720)
paragraph: Mr Boys thought that before deciding the question the society should write to Hokitika, recommending to their notice a most elaborate work on the culture of salmon and trout, by Francis Francis. xyxy=(201,1036,369,1091)
ad-text: ANTED, a Wet Nurse. Apply to Mrs MONTGOMERY, Park Terrace. 5171 xyxy=(936,557,1092,579)
classified-ad xyxy=(915,555,1092,580)
ad-rule xyxy=(915,1157,1092,1158)
column-divider xyxy=(911,44,912,1484)
paragraph: Almost any traveller in the border sections would have been rejoiced to thus stumble unexpectedly upon a place where food and shelter might be obtained. At another time I should have been so myself. Not now. In the breast-pocket of my closely-buttoned coat I carried five thousand four hundred and ninety odd dollars, United States money. It was doing one very ill service. This money had been given into my charge to carry it without stopping, and by the most unfrequented route, to Fort——, and place it in the hands of Colonel Southard; and I who was waiting for it. xyxy=(376,211,550,364)
paragraph: Mr Farr said the subject of the "white fish" was one of great interest, and he thought the society should endeavor to get more of the fish. He thought the last specimens of white fish they had in hand were not of the right species. Mr Farr then read a printed paper having reference to the several species of the white fish. Dr Hector had recommended the white fish should be transferred to the Otago waters, and he thought a second lot of the ova should not be entrusted to the Auckland society. The chief difficulty in propagating the white fish arose from the circumstance of their being coated with a kind of mucus which rendered the manipulation of the ova exceedingly difficult. xyxy=(201,617,369,802)
ad-signature: ROBERT BRYANT, xyxy=(965,1410,1042,1421)
paragraph: 'It's a coffin,' was her quick response. 'But there's no other chance—they are turning up to the door. Get in.' xyxy=(557,256,729,289)
paragraph: 'Your husband might perhaps shelter me. He—' xyxy=(557,986,729,1008)
ad-rule xyxy=(915,933,1092,934)
paragraph: Mr Boys wished to know how much wheat was consumed in the course of a winter. xyxy=(201,1136,369,1169)
paragraph: The Secretary said that since the last meeting of the council a special one had been held, at which the following resolution had been carried, and the resignations tendered:— xyxy=(30,892,195,947)
paragraph: A shouting laugh. Dick's voice was heard as it died away. xyxy=(557,1519,729,1541)
paragraph: A letter of inquiry was read from Mr W. B. Banks, town clerk, Hokitika, in regard to the introduction of salmon in the West Coast rivers. xyxy=(201,803,369,847)
race-result: Weka, H.R.C.—(Naskivell and Kalney, Evans, cox) ... ... ... ... 3 xyxy=(30,537,195,559)
advertisements-heading: Advertisements. xyxy=(948,539,1059,559)
paragraph: On the motion of Mr Boys, seconded by Mr Wallace, the society decided to post up the notice recommending the ranger, in accordance with the resolution. xyxy=(201,1305,369,1349)
paragraph: But it was the coffin that saved my life. xyxy=(925,387,1072,398)
masthead xyxy=(0,0,1114,40)
